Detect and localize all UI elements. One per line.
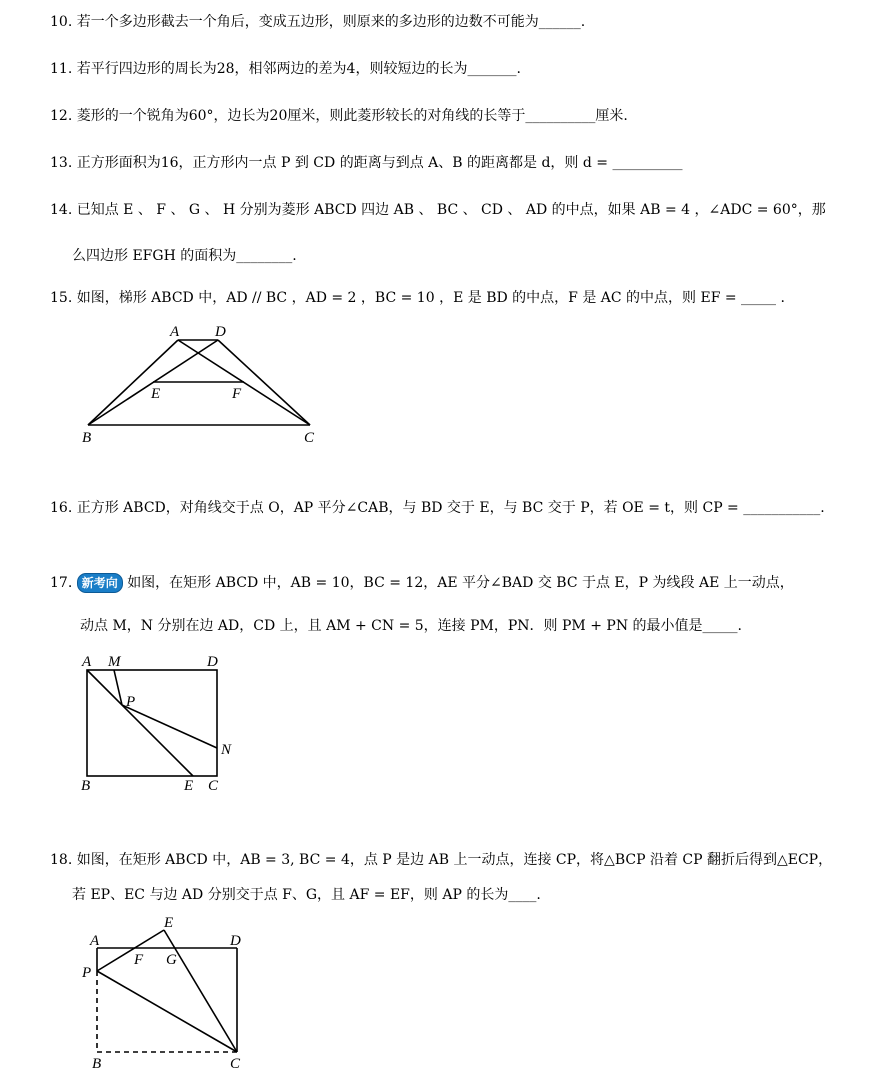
- label-C: C: [208, 778, 219, 794]
- label-A: A: [90, 933, 100, 949]
- question-17: [50, 573, 888, 593]
- figure-rectangle-17: [75, 650, 245, 796]
- segment-MP: [114, 670, 122, 705]
- question-number: 10.: [50, 14, 73, 30]
- label-E: E: [184, 778, 194, 794]
- question-number: 12.: [50, 108, 73, 124]
- rect-ABCD: [87, 670, 217, 776]
- question-text-continued: 么四边形 EFGH 的面积为________.: [72, 248, 297, 264]
- question-text: 菱形的一个锐角为60°，边长为20厘米，则此菱形较长的对角线的长等于__________厘米.: [76, 108, 628, 124]
- question-text: 正方形 ABCD，对角线交于点 O，AP 平分∠CAB，与 BD 交于 E，与 BC 交于 P，若 OE = t，则 CP = ___________.: [76, 500, 825, 516]
- question-18: [50, 850, 888, 870]
- question-number: 18.: [50, 852, 73, 868]
- question-14: [50, 200, 888, 220]
- label-A: A: [170, 324, 180, 340]
- question-text-continued: 若 EP、EC 与边 AD 分别交于点 F、G，且 AF = EF，则 AP 的长为____.: [72, 887, 541, 903]
- segment-PN: [122, 705, 217, 748]
- question-number: 14.: [50, 202, 73, 218]
- label-B: B: [92, 1056, 102, 1072]
- question-text: 若一个多边形截去一个角后，变成五边形，则原来的多边形的边数不可能为______.: [76, 14, 586, 30]
- segment-PC: [97, 971, 237, 1052]
- label-E: E: [151, 386, 161, 402]
- question-17-cont: [80, 616, 888, 636]
- label-G: G: [166, 952, 177, 968]
- label-E: E: [164, 915, 174, 931]
- question-14-cont: [72, 246, 888, 266]
- label-P: P: [82, 965, 92, 981]
- segment-PE: [97, 930, 164, 971]
- label-F: F: [134, 952, 144, 968]
- question-16: [50, 498, 888, 518]
- question-text: 如图，在矩形 ABCD 中，AB = 10，BC = 12，AE 平分∠BAD 交 BC 于点 E，P 为线段 AE 上一动点，: [127, 575, 794, 591]
- question-text-continued: 动点 M，N 分别在边 AD，CD 上，且 AM + CN = 5，连接 PM，PN．则 PM + PN 的最小值是_____.: [80, 618, 742, 634]
- question-number: 16.: [50, 500, 73, 516]
- label-C: C: [304, 430, 315, 446]
- question-10: [50, 12, 888, 32]
- question-text: 若平行四边形的周长为28，相邻两边的差为4，则较短边的长为_______.: [76, 61, 521, 77]
- question-number: 15.: [50, 290, 73, 306]
- question-11: [50, 59, 888, 79]
- figure-rectangle-18: [78, 910, 258, 1075]
- label-B: B: [81, 778, 91, 794]
- label-F: F: [232, 386, 242, 402]
- question-number: 11.: [50, 61, 73, 77]
- label-D: D: [207, 654, 218, 670]
- label-D: D: [230, 933, 241, 949]
- question-text: 已知点 E 、 F 、 G 、 H 分别为菱形 ABCD 四边 AB 、 BC 、 CD 、 AD 的中点，如果 AB = 4 ，∠ADC = 60°，那: [76, 202, 826, 218]
- segment-AE: [87, 670, 193, 776]
- question-13: [50, 153, 888, 173]
- question-12: [50, 106, 888, 126]
- question-text: 正方形面积为16，正方形内一点 P 到 CD 的距离与到点 A、B 的距离都是 d，则 d = __________: [76, 155, 683, 171]
- question-text: 如图，梯形 ABCD 中，AD // BC ，AD = 2 ，BC = 10 ，E 是 BD 的中点，F 是 AC 的中点，则 EF = _____ .: [76, 290, 785, 306]
- label-D: D: [215, 324, 226, 340]
- question-number: 13.: [50, 155, 73, 171]
- label-P: P: [126, 694, 136, 710]
- question-text: 如图，在矩形 ABCD 中，AB = 3, BC = 4，点 P 是边 AB 上一动点，连接 CP，将△BCP 沿着 CP 翻折后得到△ECP，: [76, 852, 833, 868]
- question-18-cont: [72, 885, 888, 905]
- label-A: A: [82, 654, 92, 670]
- question-15: [50, 288, 888, 308]
- label-B: B: [82, 430, 92, 446]
- question-number: 17.: [50, 575, 73, 591]
- label-C: C: [230, 1056, 241, 1072]
- label-N: N: [221, 742, 232, 758]
- label-M: M: [108, 654, 121, 670]
- figure-trapezoid: [70, 318, 340, 450]
- new-trend-badge: 新考向: [77, 573, 123, 593]
